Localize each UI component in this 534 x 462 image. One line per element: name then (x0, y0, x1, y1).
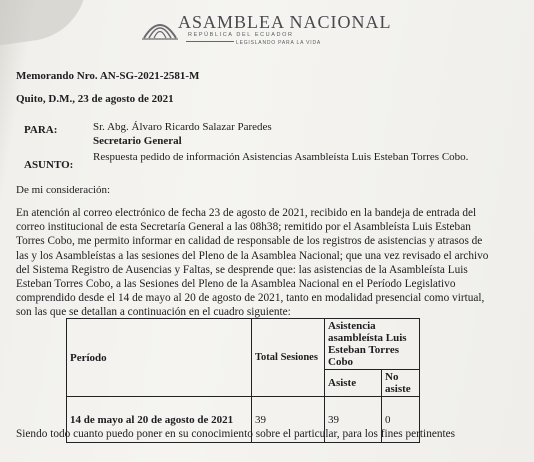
greeting: De mi consideración: (16, 184, 111, 196)
memo-number: Memorando Nro. AN-SG-2021-2581-M (16, 70, 200, 82)
body-line: comprendido desde el 14 de mayo al 20 de agosto de 2021, tanto en modalidad presencial como virtual, (16, 292, 485, 305)
header-attends: Asiste (325, 370, 382, 397)
institution-name: ASAMBLEA NACIONAL (178, 12, 392, 32)
body-line: del Sistema Registro de Ausencias y Faltas, se desprende que: las asistencias de la Asambleísta Luis (16, 263, 468, 276)
body-line: son las que se detallan a continuación en el cuadro siguiente: (16, 306, 291, 319)
recipient-label: PARA: (24, 124, 58, 136)
header-attendance-group: Asistencia asambleísta Luis Esteban Torres Cobo (325, 319, 420, 370)
subject-text: Respuesta pedido de información Asistencias Asambleísta Luis Esteban Torres Cobo. (93, 151, 469, 163)
body-paragraph (16, 206, 528, 320)
header-period: Período (67, 319, 252, 397)
logo-divider (186, 41, 234, 42)
cell-absent: 0 (382, 397, 420, 443)
country-line: REPÚBLICA DEL ECUADOR (188, 32, 294, 38)
closing-text: Siendo todo cuanto puedo poner en su conocimiento sobre el particular, para los fines pertinentes (16, 428, 456, 440)
header-absent: No asiste (382, 370, 420, 397)
table-header-row (67, 319, 420, 370)
body-line: Esteban Torres Cobo, a las Sesiones del Pleno de la Asamblea Nacional en el Período Legislativo (16, 278, 456, 291)
recipient-role: Secretario General (93, 135, 182, 147)
recipient-name: Sr. Abg. Álvaro Ricardo Salazar Paredes (93, 121, 272, 133)
body-line: En atención al correo electrónico de fecha 23 de agosto de 2021, recibido en la bandeja de entrada del (16, 207, 477, 219)
assembly-emblem-icon (140, 8, 180, 44)
body-line: las y los Asambleístas a las sesiones del Pleno de la Asamblea Nacional; que una vez revisado el archivo (16, 249, 489, 262)
subject-label: ASUNTO: (24, 159, 74, 171)
cell-period: 14 de mayo al 20 de agosto de 2021 (67, 397, 252, 443)
page-corner-shadow (0, 0, 94, 47)
cell-total: 39 (252, 397, 325, 443)
header-total-sessions: Total Sesiones (252, 319, 325, 397)
cell-attends: 39 (325, 397, 382, 443)
asamblea-logo (140, 6, 392, 52)
body-line: Torres Cobo, me permito informar en calidad de responsable de los registros de asistencias y atrasos de (16, 235, 483, 248)
body-line: correo institucional de esta Secretaría General a las 08h38; remitido por el Asambleísta Luis Esteban (16, 221, 471, 234)
institution-motto: LEGISLANDO PARA LA VIDA (236, 40, 322, 46)
attendance-table (66, 318, 420, 443)
place-date: Quito, D.M., 23 de agosto de 2021 (16, 93, 174, 105)
